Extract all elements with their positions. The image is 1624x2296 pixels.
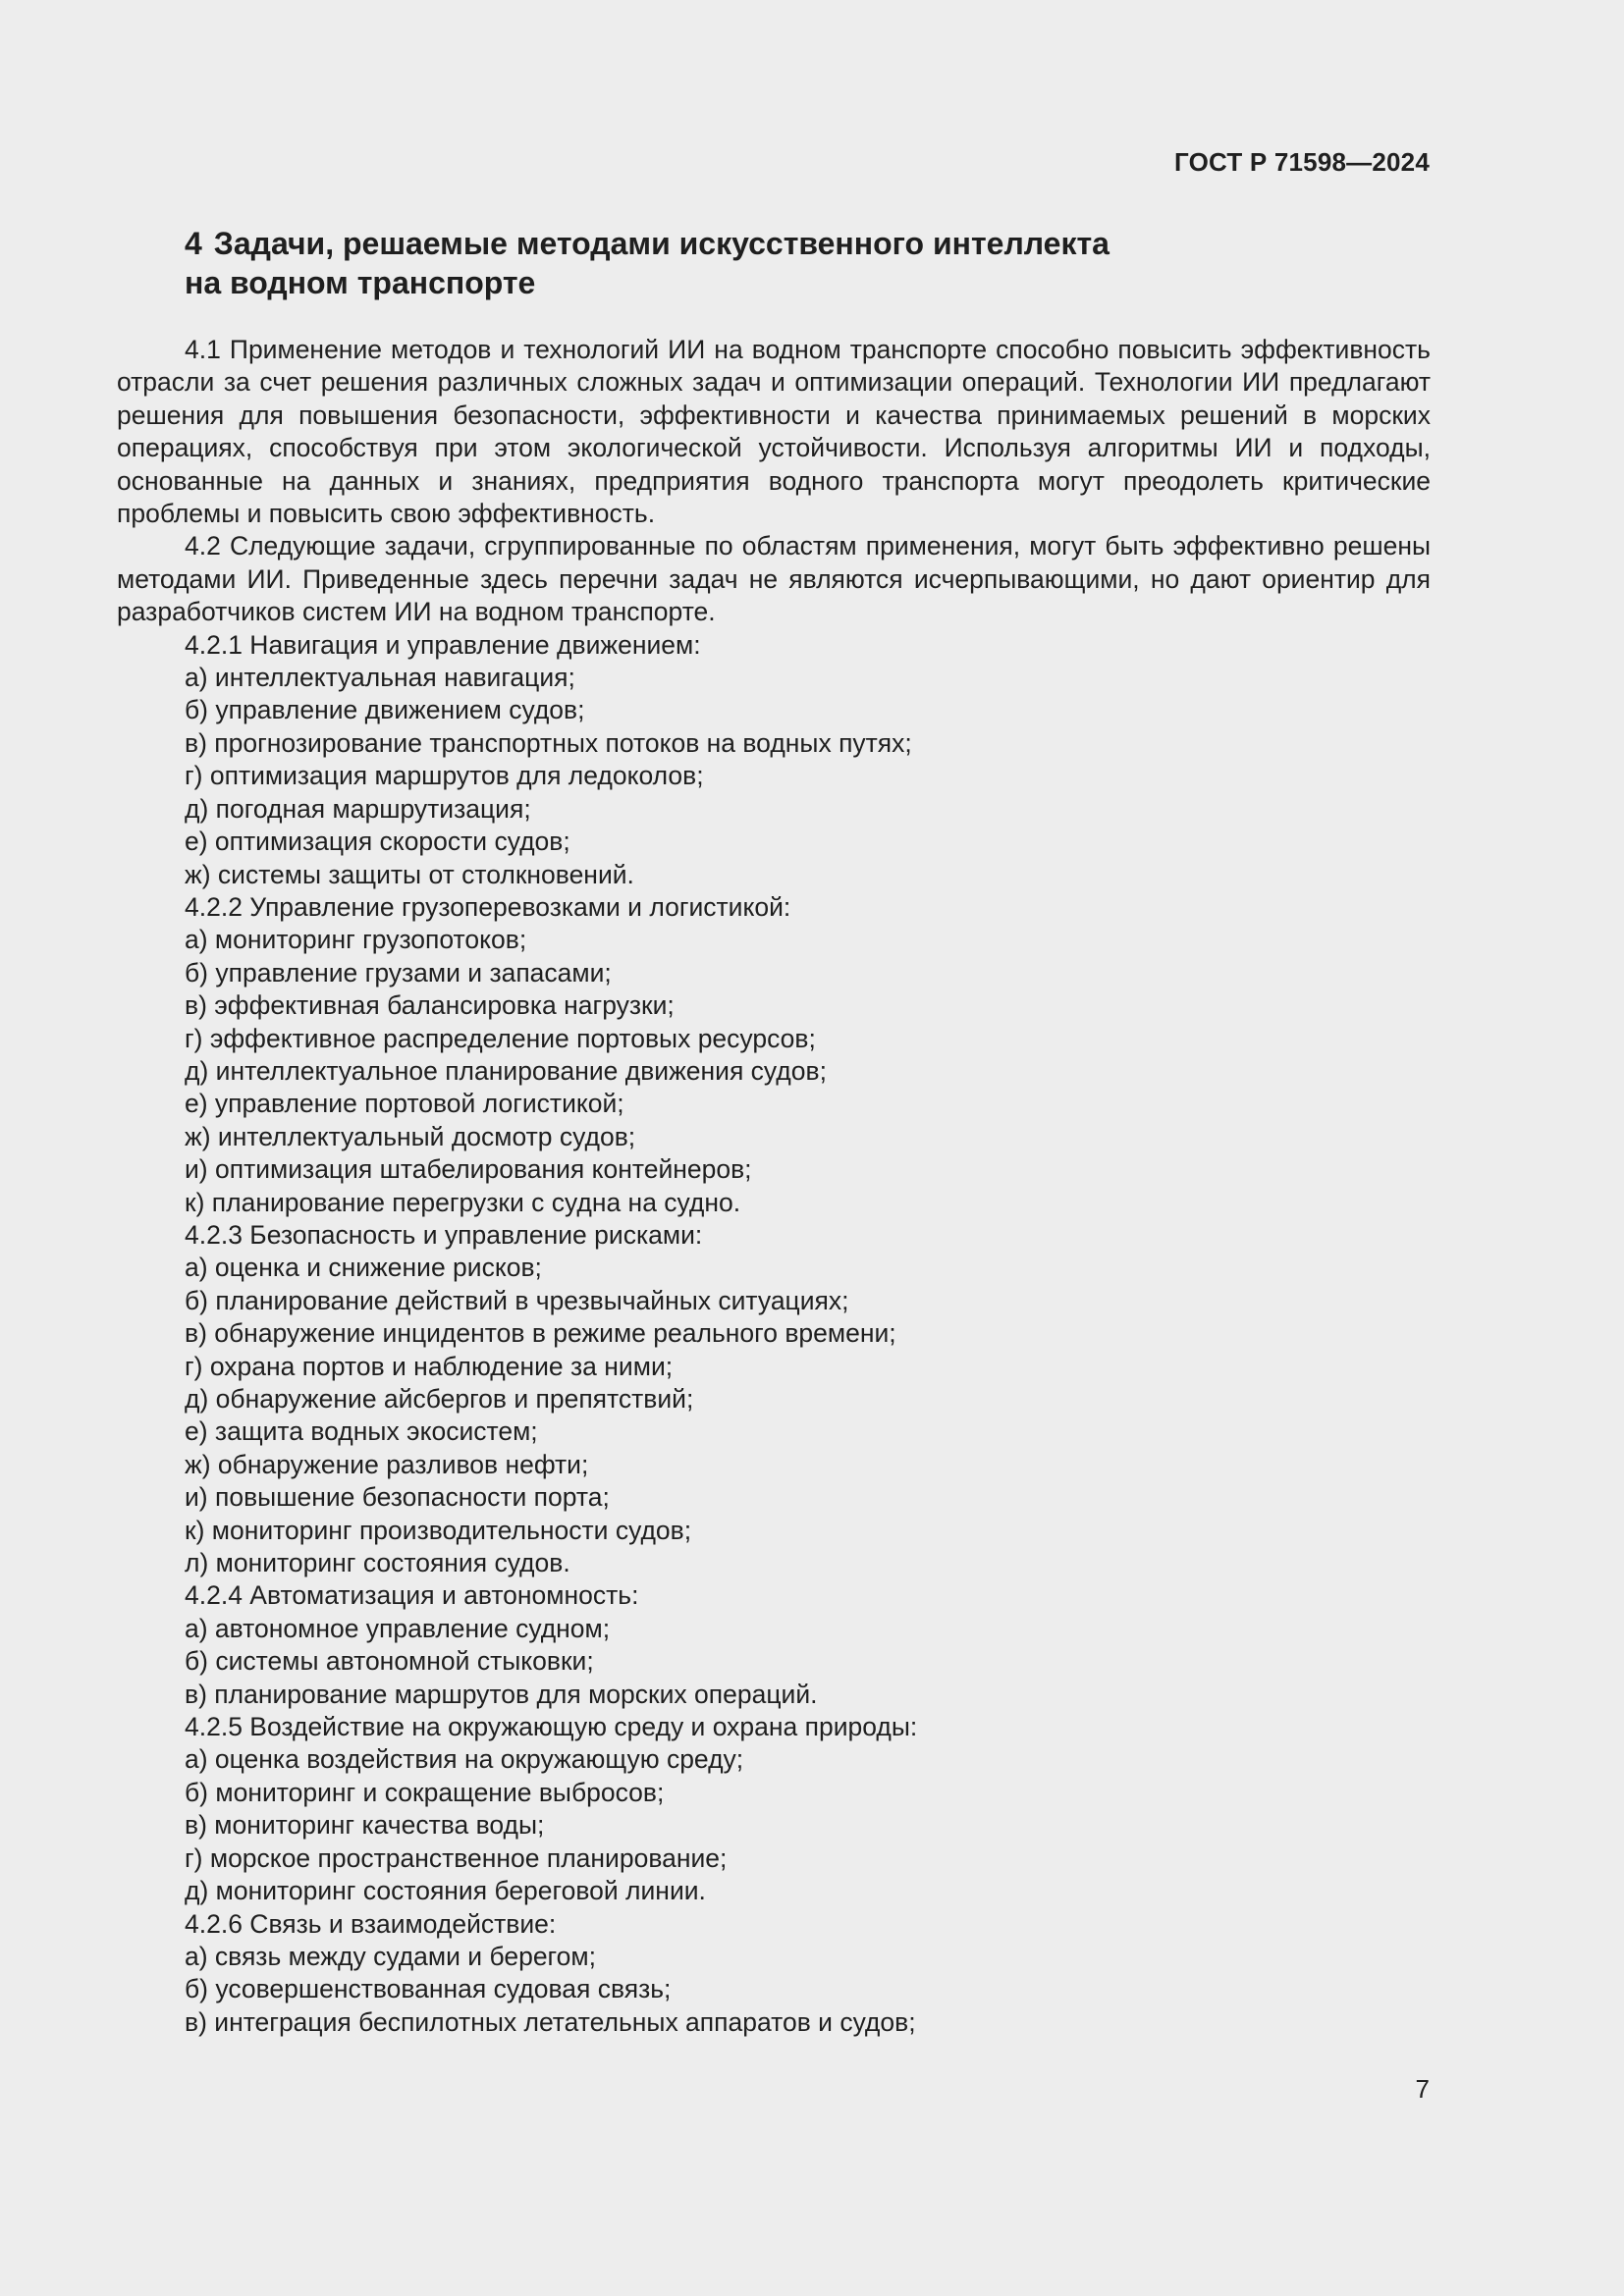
section-title-text-1: Задачи, решаемые методами искусственного интеллекта: [213, 226, 1110, 261]
list-item: д) интеллектуальное планирование движения судов;: [185, 1055, 827, 1086]
list-item: ж) системы защиты от столкновений.: [185, 859, 634, 889]
list-item: к) планирование перегрузки с судна на судно.: [185, 1187, 741, 1217]
list-item: б) системы автономной стыковки;: [185, 1646, 594, 1677]
list-item: г) охрана портов и наблюдение за ними;: [185, 1351, 674, 1381]
list-item: а) оценка и снижение рисков;: [185, 1253, 542, 1283]
list-item: л) мониторинг состояния судов.: [185, 1548, 570, 1578]
subsection-heading-4-2-1: 4.2.1 Навигация и управление движением:: [185, 629, 701, 660]
subsection-heading-4-2-5: 4.2.5 Воздействие на окружающую среду и охрана природы:: [185, 1712, 918, 1742]
list-item: и) оптимизация штабелирования контейнеров;: [185, 1154, 752, 1185]
paragraph-4-1: 4.1 Применение методов и технологий ИИ на водном транспорте способно повысить эффективность отрасли за счет решения различных сложных задач и оптимизации операций. Технологии ИИ предлагают решения для повышения безопасности, эффективности и качества принимаемых решений в морских операциях, способствуя при этом экологической устойчивости. Используя алгоритмы ИИ и подходы, основанные на данных и знаниях, предприятия водного транспорта могут преодолеть критические проблемы и повысить свою эффективность.: [117, 335, 1431, 529]
subsection-heading-4-2-6: 4.2.6 Связь и взаимодействие:: [185, 1908, 557, 1939]
list-item: и) повышение безопасности порта;: [185, 1482, 610, 1513]
list-item: а) автономное управление судном;: [185, 1613, 611, 1643]
list-item: в) эффективная балансировка нагрузки;: [185, 990, 675, 1021]
paragraph-4-2: 4.2 Следующие задачи, сгруппированные по областям применения, могут быть эффективно решены методами ИИ. Приведенные здесь перечни задач не являются исчерпывающими, но дают ориентир для разработчиков систем ИИ на водном транспорте.: [117, 531, 1431, 627]
list-item: а) мониторинг грузопотоков;: [185, 925, 527, 955]
list-item: в) обнаружение инцидентов в режиме реального времени;: [185, 1318, 896, 1349]
list-item: б) управление грузами и запасами;: [185, 957, 612, 988]
list-item: б) усовершенствованная судовая связь;: [185, 1974, 672, 2004]
list-item: б) управление движением судов;: [185, 695, 585, 725]
document-code-header: ГОСТ Р 71598—2024: [1174, 147, 1430, 177]
list-item: а) связь между судами и берегом;: [185, 1941, 596, 1971]
list-item: в) интеграция беспилотных летательных аппаратов и судов;: [185, 2006, 916, 2037]
section-number: 4: [185, 226, 202, 261]
subsection-heading-4-2-3: 4.2.3 Безопасность и управление рисками:: [185, 1219, 703, 1250]
list-item: е) управление портовой логистикой;: [185, 1089, 624, 1119]
list-item: в) мониторинг качества воды;: [185, 1810, 545, 1841]
subsection-heading-4-2-4: 4.2.4 Автоматизация и автономность:: [185, 1580, 639, 1611]
list-item: к) мониторинг производительности судов;: [185, 1515, 692, 1545]
list-item: г) оптимизация маршрутов для ледоколов;: [185, 761, 704, 791]
subsection-heading-4-2-2: 4.2.2 Управление грузоперевозками и логистикой:: [185, 891, 791, 922]
list-item: б) планирование действий в чрезвычайных ситуациях;: [185, 1285, 849, 1315]
document-body: [117, 334, 1431, 2039]
list-item: а) оценка воздействия на окружающую среду;: [185, 1744, 744, 1775]
list-item: е) оптимизация скорости судов;: [185, 827, 570, 857]
section-title: [185, 224, 1265, 302]
list-item: ж) обнаружение разливов нефти;: [185, 1449, 589, 1479]
list-item: г) эффективное распределение портовых ресурсов;: [185, 1023, 816, 1053]
list-item: д) обнаружение айсбергов и препятствий;: [185, 1384, 694, 1414]
page-number: 7: [1415, 2074, 1430, 2104]
list-item: д) погодная маршрутизация;: [185, 793, 531, 824]
list-item: ж) интеллектуальный досмотр судов;: [185, 1121, 636, 1151]
section-title-line-1: [185, 224, 1265, 263]
list-item: д) мониторинг состояния береговой линии.: [185, 1876, 706, 1906]
list-item: а) интеллектуальная навигация;: [185, 663, 575, 693]
list-item: е) защита водных экосистем;: [185, 1416, 538, 1447]
list-item: в) прогнозирование транспортных потоков на водных путях;: [185, 727, 912, 758]
list-item: г) морское пространственное планирование;: [185, 1842, 728, 1873]
list-item: в) планирование маршрутов для морских операций.: [185, 1679, 818, 1709]
section-title-line-2: на водном транспорте: [185, 265, 536, 300]
list-item: б) мониторинг и сокращение выбросов;: [185, 1777, 665, 1807]
